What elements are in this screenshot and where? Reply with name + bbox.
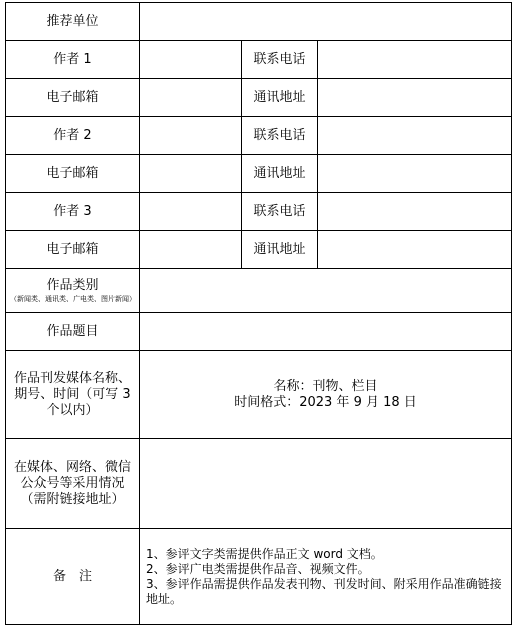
remarks-content xyxy=(140,529,512,625)
row-author2-email xyxy=(6,155,512,193)
work-title-label: 作品题目 xyxy=(6,313,140,351)
submission-form-table xyxy=(5,2,512,625)
media-field[interactable] xyxy=(140,351,512,439)
author2-address-label: 通讯地址 xyxy=(242,155,318,193)
remark-item: 2、参评广电类需提供作品音、视频文件。 xyxy=(146,561,370,576)
author2-label: 作者 2 xyxy=(6,117,140,155)
author1-address-label: 通讯地址 xyxy=(242,79,318,117)
author3-email-label: 电子邮箱 xyxy=(6,231,140,269)
row-author3-email xyxy=(6,231,512,269)
author1-label: 作者 1 xyxy=(6,41,140,79)
author1-phone-field[interactable] xyxy=(318,41,512,79)
author3-address-label: 通讯地址 xyxy=(242,231,318,269)
author3-address-field[interactable] xyxy=(318,231,512,269)
remarks-label: 备 注 xyxy=(6,529,140,625)
author1-email-label: 电子邮箱 xyxy=(6,79,140,117)
row-author1-email xyxy=(6,79,512,117)
category-note: （新闻类、通讯类、广电类、图片新闻） xyxy=(10,295,136,303)
row-author1 xyxy=(6,41,512,79)
remark-item: 1、参评文字类需提供作品正文 word 文档。 xyxy=(146,546,383,561)
author3-label: 作者 3 xyxy=(6,193,140,231)
remark-item: 3、参评作品需提供作品发表刊物、刊发时间、附采用作品准确链接地址。 xyxy=(146,576,502,606)
author1-phone-label: 联系电话 xyxy=(242,41,318,79)
media-hint-name: 名称：刊物、栏目 xyxy=(273,378,378,394)
usage-label: 在媒体、网络、微信公众号等采用情况（需附链接地址） xyxy=(6,439,140,529)
work-title-field[interactable] xyxy=(140,313,512,351)
row-remarks xyxy=(6,529,512,625)
category-cell xyxy=(6,269,140,313)
author2-field[interactable] xyxy=(140,117,242,155)
category-field[interactable] xyxy=(140,269,512,313)
author2-phone-field[interactable] xyxy=(318,117,512,155)
author1-address-field[interactable] xyxy=(318,79,512,117)
row-media xyxy=(6,351,512,439)
author2-phone-label: 联系电话 xyxy=(242,117,318,155)
author3-field[interactable] xyxy=(140,193,242,231)
row-work-title xyxy=(6,313,512,351)
author2-email-label: 电子邮箱 xyxy=(6,155,140,193)
recommend-unit-label: 推荐单位 xyxy=(6,3,140,41)
recommend-unit-field[interactable] xyxy=(140,3,512,41)
row-recommend-unit xyxy=(6,3,512,41)
author2-email-field[interactable] xyxy=(140,155,242,193)
usage-field[interactable] xyxy=(140,439,512,529)
row-category xyxy=(6,269,512,313)
row-author3 xyxy=(6,193,512,231)
author1-email-field[interactable] xyxy=(140,79,242,117)
author1-field[interactable] xyxy=(140,41,242,79)
author3-email-field[interactable] xyxy=(140,231,242,269)
row-usage xyxy=(6,439,512,529)
author2-address-field[interactable] xyxy=(318,155,512,193)
row-author2 xyxy=(6,117,512,155)
author3-phone-field[interactable] xyxy=(318,193,512,231)
author3-phone-label: 联系电话 xyxy=(242,193,318,231)
media-hint-time: 时间格式：2023 年 9 月 18 日 xyxy=(234,394,417,410)
media-label: 作品刊发媒体名称、期号、时间（可写 3 个以内） xyxy=(6,351,140,439)
category-label: 作品类别 xyxy=(46,278,99,293)
